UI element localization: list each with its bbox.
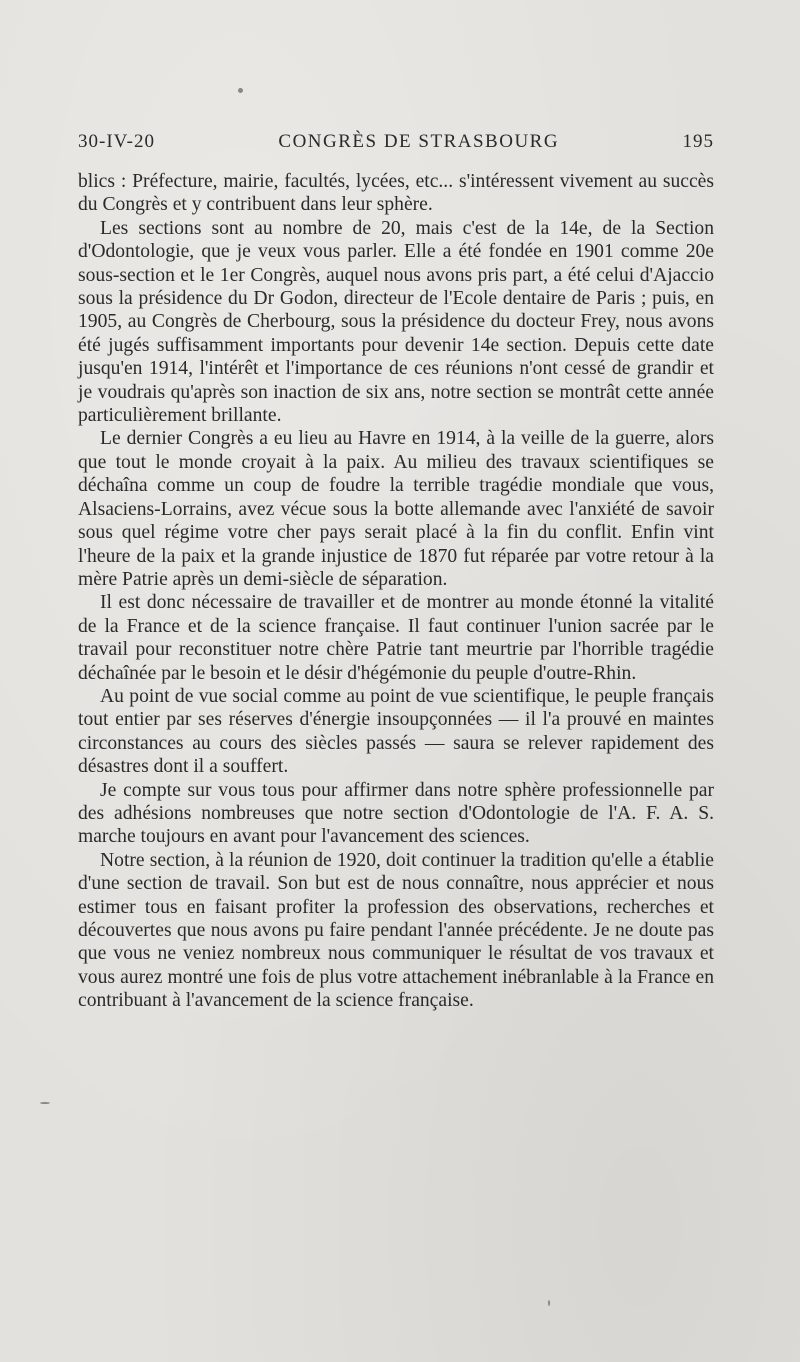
paragraph-5: Au point de vue social comme au point de vue scientifique, le peuple français tout entier par ses réserves d'énergie insoupçonnées — il l'a prouvé en maintes circonstances au cours des siècles passés — saura se relever rapidement des désastres dont il a souffert. bbox=[78, 685, 714, 778]
paragraph-7: Notre section, à la réunion de 1920, doit continuer la tradition qu'elle a établie d'une section de travail. Son but est de nous connaître, nous apprécier et nous estimer tous en faisant profiter la profession des observations, recherches et découvertes que nous avons pu faire pendant l'année précédente. Je ne doute pas que vous ne veniez nombreux nous communiquer le résultat de vos travaux et vous aurez montré une fois de plus votre attachement inébranlable à la France en contribuant à l'avancement de la science française. bbox=[78, 849, 714, 1012]
paragraph-2: Les sections sont au nombre de 20, mais c'est de la 14e, de la Section d'Odontologie, que je veux vous parler. Elle a été fondée en 1901 comme 20e sous-section et le 1er Congrès, auquel nous avons pris part, a été celui d'Ajaccio sous la présidence du Dr Godon, directeur de l'Ecole dentaire de Paris ; puis, en 1905, au Congrès de Cherbourg, sous la présidence du docteur Frey, nous avons été jugés suffisamment importants pour devenir 14e section. Depuis cette date jusqu'en 1914, l'intérêt et l'importance de ces réunions n'ont cessé de grandir et je voudrais qu'après son inaction de six ans, notre section se montrât cette année particulièrement brillante. bbox=[78, 217, 714, 427]
body-text bbox=[78, 170, 714, 1013]
header-date: 30-IV-20 bbox=[78, 131, 155, 152]
scan-speck bbox=[548, 1300, 550, 1306]
scan-speck bbox=[238, 88, 243, 93]
page-number: 195 bbox=[682, 131, 714, 152]
paragraph-4: Il est donc nécessaire de travailler et de montrer au monde étonné la vitalité de la France et de la science française. Il faut continuer l'union sacrée par le travail pour reconstituer notre chère Patrie tant meurtrie par l'horrible tragédie déchaînée par le besoin et le désir d'hégémonie du peuple d'outre-Rhin. bbox=[78, 592, 714, 684]
header-title: CONGRÈS DE STRASBOURG bbox=[278, 131, 560, 152]
paragraph-3: Le dernier Congrès a eu lieu au Havre en 1914, à la veille de la guerre, alors que tout le monde croyait à la paix. Au milieu des travaux scientifiques se déchaîna comme un coup de foudre la terrible tragédie mondiale que vous, Alsaciens-Lorrains, avez vécue sous la botte allemande avec l'anxiété de savoir sous quel régime votre cher pays serait placé à la fin du conflit. Enfin vint l'heure de la paix et la grande injustice de 1870 fut réparée par votre retour à la mère Patrie après un demi-siècle de séparation. bbox=[78, 428, 714, 590]
paragraph-6: Je compte sur vous tous pour affirmer dans notre sphère professionnelle par des adhésions nombreuses que notre section d'Odontologie de l'A. F. A. S. marche toujours en avant pour l'avancement des sciences. bbox=[78, 779, 714, 848]
running-head bbox=[78, 131, 714, 159]
paragraph-1: blics : Préfecture, mairie, facultés, lycées, etc... s'intéressent vivement au succès du Congrès et y contribuent dans leur sphère. bbox=[78, 171, 714, 216]
scan-speck bbox=[40, 1102, 50, 1104]
